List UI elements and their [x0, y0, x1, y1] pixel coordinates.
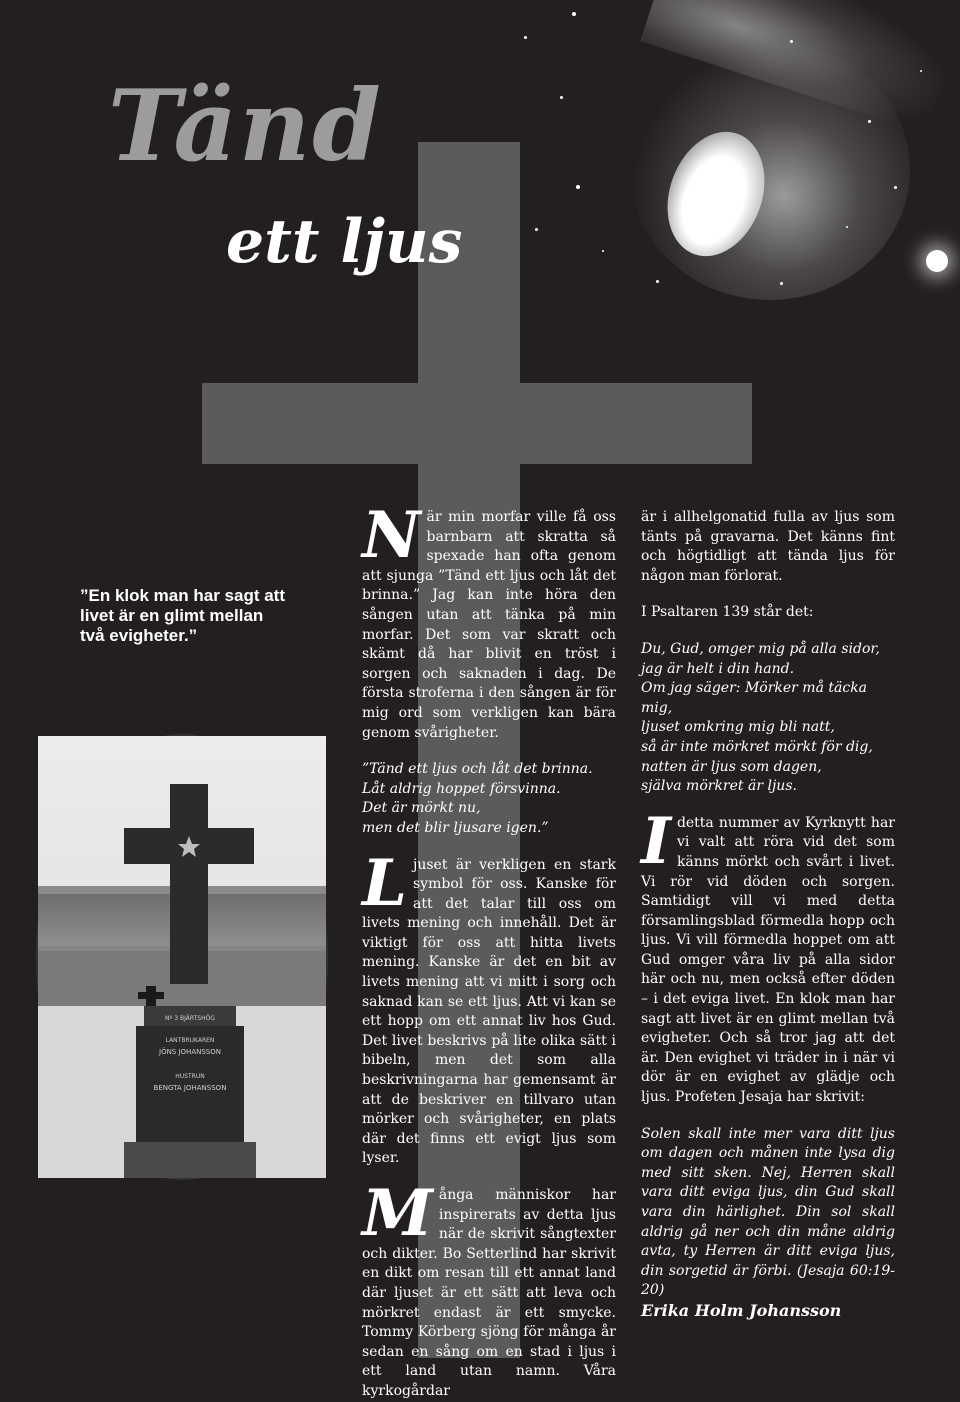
- star: [656, 280, 659, 283]
- pull-quote: ”En klok man har sagt att livet är en glimt mellan två evigheter.”: [80, 586, 285, 645]
- plate-line-4: HUSTRUN: [175, 1073, 205, 1080]
- psalm-intro: I Psaltaren 139 står det:: [641, 604, 814, 621]
- issue-paragraph: [641, 803, 895, 1108]
- dropcap-n: N: [362, 498, 421, 573]
- song-line-4: men det blir ljusare igen.”: [362, 819, 549, 836]
- star: [524, 36, 527, 39]
- plate-line-5: BENGTA JOHANSSON: [153, 1084, 227, 1092]
- jesaja-quote: Solen skall inte mer vara ditt ljus om dagen och månen inte lysa dig med sitt sken. Nej, Herren skall vara ditt eviga ljus, din Gud skall vara din härlighet. Din sol skall aldrig gå ner och din måne aldrig avta, ty Herren är ditt eviga ljus, din sorgetid är förbi. (Jesaja 60:19-20): [641, 1125, 895, 1299]
- gravestone-illustration: [38, 736, 326, 1178]
- star: [846, 226, 848, 228]
- gravestone-photo: [38, 736, 326, 1178]
- intro-text: är min morfar ville få oss barnbarn att skratta så spexade han ofta genom att sjunga ”Tänd ett ljus och låt det brinna.” Jag kan inte höra den sången utan att tänka på min morfar. Det som var skratt och skämt då har blivit en tröst i sorgen och saknaden i dag. De första stroferna i den sången är för mig ord som verkligen kan bära genom svårigheter.: [362, 509, 616, 741]
- graves-paragraph: är i allhelgonatid fulla av ljus som tänts på gravarna. Det känns fint och högtidligt att tända ljus för någon man förlorat.: [641, 509, 895, 584]
- star: [780, 282, 783, 285]
- cross-horizontal-bar: [202, 383, 752, 464]
- issue-text: detta nummer av Kyrknytt har vi valt att röra vid det som känns mörkt och svårt i livet. Vi rör vid döden och sorgen. Samtidigt vill vi med detta församlingsblad förmedla hopp och ljus. Vi vill förmedla hoppet om att Gud omger våra liv på alla sidor här och nu, men också efter döden – i det eviga livet. En klok man har sagt att livet är en glimt mellan två evigheter. Och så tror jag att det är. Den evighet vi träder in i när vi dör är en evighet av glädje och ljus. Profeten Jesaja har skrivit:: [641, 814, 895, 1106]
- star: [602, 250, 604, 252]
- star: [894, 186, 897, 189]
- psalm-line: jag är helt i din hand.: [641, 660, 795, 677]
- psalm-line: så är inte mörkret mörkt för dig,: [641, 738, 873, 755]
- psalm-line: Du, Gud, omger mig på alla sidor,: [641, 640, 880, 657]
- star: [790, 40, 793, 43]
- star: [572, 12, 576, 16]
- light-paragraph: [362, 845, 616, 1170]
- plate-line-3: JÖNS JOHANSSON: [159, 1048, 221, 1056]
- dropcap-l: L: [362, 845, 407, 921]
- psalm-line: Om jag säger: Mörker må täcka mig,: [641, 680, 868, 716]
- psalm-quote: [641, 640, 895, 797]
- inspiration-paragraph: [362, 1176, 616, 1402]
- song-line-3: Det är mörkt nu,: [362, 800, 481, 817]
- article-column-right: [641, 508, 895, 1321]
- star: [576, 185, 580, 189]
- song-line-1: ”Tänd ett ljus och låt det brinna.: [362, 761, 593, 778]
- psalm-line: natten är ljus som dagen,: [641, 758, 822, 775]
- inspiration-text: ånga människor har inspirerats av detta ljus när de skrivit sångtexter och dikter. Bo Setterlind har skrivit en dikt om resan till ett annat land där ljuset är ett sätt att leva och mörkret endast är ett smycke. Tommy Körberg sjöng för många år sedan en sång om en stad i ljus i ett land utan namn. Våra kyrkogårdar: [362, 1187, 616, 1399]
- plate-line-2: LANTBRUKAREN: [165, 1037, 215, 1044]
- star: [535, 228, 538, 231]
- plate-line-1: Nº 3 BJÄRTSHÖG: [165, 1015, 215, 1022]
- star: [920, 70, 922, 72]
- article-column-middle: [362, 498, 616, 1402]
- author-signature: Erika Holm Johansson: [641, 1300, 842, 1320]
- star: [560, 96, 563, 99]
- star: [926, 250, 948, 272]
- psalm-line: ljuset omkring mig bli natt,: [641, 719, 835, 736]
- psalm-line: själva mörkret är ljus.: [641, 778, 797, 795]
- comet-glow: [630, 40, 910, 300]
- comet-photo: [480, 0, 960, 330]
- song-line-2: Låt aldrig hoppet försvinna.: [362, 780, 561, 797]
- star: [868, 120, 871, 123]
- dropcap-m: M: [362, 1176, 433, 1251]
- title-tand: Tänd: [108, 69, 383, 184]
- title-ett-ljus: ett ljus: [226, 207, 463, 277]
- light-text: juset är verkligen en stark symbol för oss. Kanske för att det talar till oss om livets mening och innehåll. Det är viktigt för oss att hitta livets mening. Kanske är det en bit av livets mening att vi mitt i sorg och saknad kan se ett ljus. Att vi kan se ett hopp om ett annat liv hos Gud. Det livet beskrivs på lite olika sätt i bibeln, men det som alla beskrivningarna har gemensamt är att de beskriver en tillvaro utan mörker och svårigheter, en plats där det finns ett evigt ljus som lyser.: [362, 856, 616, 1167]
- intro-paragraph: [362, 498, 616, 743]
- dropcap-i: I: [641, 803, 671, 879]
